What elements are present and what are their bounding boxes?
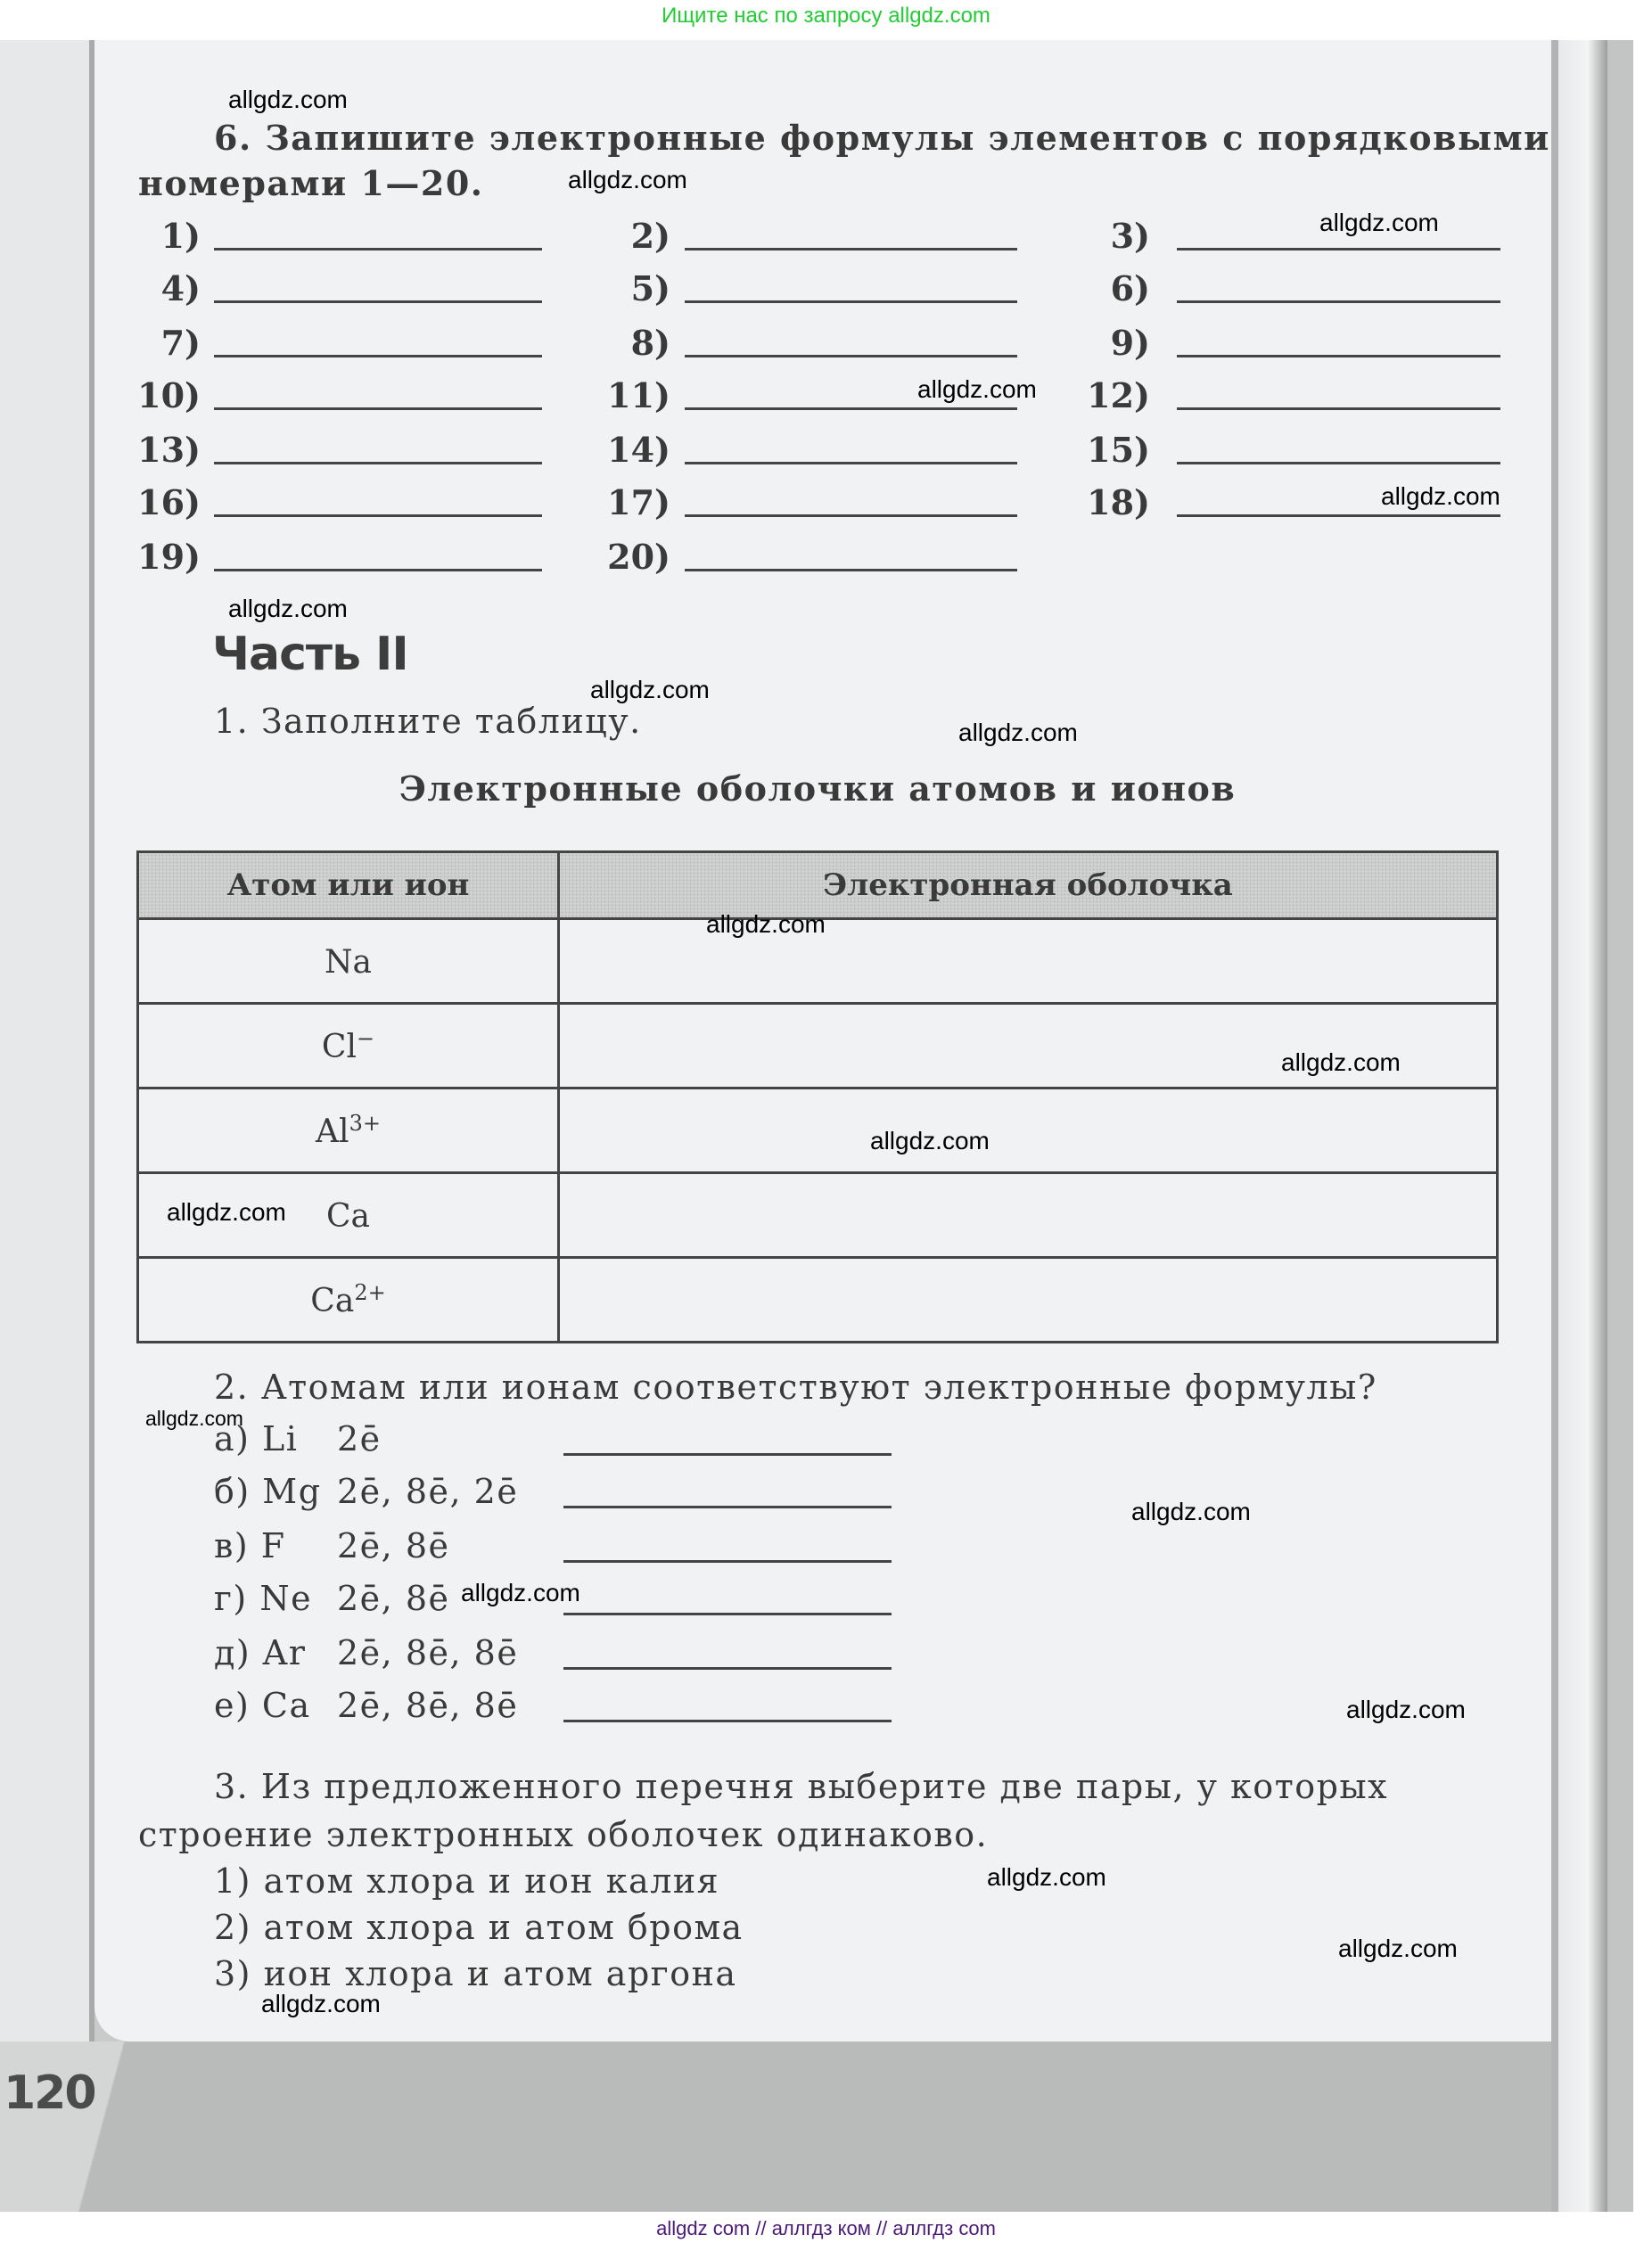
shell-answer-cell[interactable] xyxy=(559,919,1498,1004)
watermark: allgdz.com xyxy=(568,166,687,193)
answer-number-label: 19) xyxy=(137,537,201,577)
shell-answer-cell[interactable] xyxy=(559,1173,1498,1258)
table-header-row xyxy=(138,852,1498,919)
right-page-rule xyxy=(1551,40,1558,2212)
answer-blank-line[interactable] xyxy=(685,514,1017,517)
answer-number-label: 13) xyxy=(137,430,201,470)
answer-blank-line[interactable] xyxy=(214,300,542,303)
answer-number-label: 6) xyxy=(1110,268,1150,308)
species-charge: 3+ xyxy=(349,1111,381,1136)
watermark: allgdz.com xyxy=(1281,1048,1401,1076)
answer-blank-line[interactable] xyxy=(214,355,542,357)
electron-formula: 2ē xyxy=(337,1419,382,1458)
answer-blank-line[interactable] xyxy=(685,407,1017,410)
answer-blank-line[interactable] xyxy=(685,462,1017,464)
answer-number-label: 17) xyxy=(607,482,670,522)
answer-number-label: 8) xyxy=(630,323,670,363)
answer-blank-line[interactable] xyxy=(1177,300,1500,303)
watermark: allgdz.com xyxy=(987,1863,1106,1891)
answer-blank-line[interactable] xyxy=(214,407,542,410)
watermark: allgdz.com xyxy=(870,1127,990,1154)
task6-prompt-line1: 6. Запишите электронные формулы элементов с порядковыми xyxy=(214,118,1550,158)
answer-blank-line[interactable] xyxy=(685,248,1017,251)
species-charge: 2+ xyxy=(354,1280,386,1305)
answer-number-label: 3) xyxy=(1110,216,1150,256)
shell-answer-cell[interactable] xyxy=(559,1089,1498,1173)
species-label: г) Ne xyxy=(214,1579,313,1618)
search-banner[interactable]: Ищите нас по запросу allgdz.com xyxy=(662,4,990,28)
answer-blank-line[interactable] xyxy=(563,1506,892,1508)
species-symbol: Al xyxy=(316,1113,349,1150)
watermark: allgdz.com xyxy=(1338,1935,1458,1962)
table-row xyxy=(138,1089,1498,1173)
task3-prompt-line1: 3. Из предложенного перечня выберите две пары, у которых xyxy=(214,1767,1389,1806)
watermark: allgdz.com xyxy=(228,595,348,622)
task3-option-2[interactable]: 2) атом хлора и атом брома xyxy=(214,1908,744,1947)
answer-number-label: 7) xyxy=(160,323,201,363)
watermark: allgdz.com xyxy=(706,910,826,938)
header-electron-shell: Электронная оболочка xyxy=(559,852,1498,919)
answer-number-label: 5) xyxy=(630,268,670,308)
answer-blank-line[interactable] xyxy=(563,1667,892,1670)
answer-blank-line[interactable] xyxy=(214,462,542,464)
book-spine-edge xyxy=(1607,40,1633,2212)
species-symbol: Cl xyxy=(321,1029,357,1065)
answer-blank-line[interactable] xyxy=(685,300,1017,303)
watermark: allgdz.com xyxy=(1346,1696,1466,1723)
answer-number-label: 18) xyxy=(1087,482,1150,522)
watermark: allgdz.com xyxy=(958,719,1078,746)
answer-blank-line[interactable] xyxy=(214,514,542,517)
answer-blank-line[interactable] xyxy=(563,1453,892,1456)
book-spine xyxy=(1558,40,1607,2212)
answer-number-label: 15) xyxy=(1087,430,1150,470)
task2-prompt: 2. Атомам или ионам соответствуют электронные формулы? xyxy=(214,1368,1377,1407)
species-symbol: Na xyxy=(325,944,372,981)
watermark: allgdz.com xyxy=(1319,209,1439,236)
answer-blank-line[interactable] xyxy=(685,355,1017,357)
table-title: Электронные оболочки атомов и ионов xyxy=(399,768,1237,809)
task3-option-1[interactable]: 1) атом хлора и ион калия xyxy=(214,1861,720,1901)
watermark: allgdz.com xyxy=(590,676,710,703)
bottom-shade xyxy=(95,2042,1551,2212)
species-symbol: Ca xyxy=(325,1198,370,1235)
left-margin xyxy=(0,40,94,2042)
species-cell xyxy=(138,1004,559,1089)
species-cell xyxy=(138,919,559,1004)
answer-blank-line[interactable] xyxy=(563,1720,892,1722)
species-cell xyxy=(138,1089,559,1173)
table-row xyxy=(138,1173,1498,1258)
bottom-links-banner[interactable]: allgdz com // аллгдз ком // аллгдз com xyxy=(656,2217,996,2239)
species-label: а) Li xyxy=(214,1419,299,1458)
species-cell xyxy=(138,1258,559,1343)
answer-number-label: 10) xyxy=(137,375,201,415)
task1-prompt: 1. Заполните таблицу. xyxy=(214,702,642,741)
answer-blank-line[interactable] xyxy=(1177,407,1500,410)
answer-number-label: 16) xyxy=(137,482,201,522)
answer-blank-line[interactable] xyxy=(685,569,1017,571)
answer-blank-line[interactable] xyxy=(563,1560,892,1563)
task6-prompt-line2: номерами 1—20. xyxy=(138,163,484,203)
electron-formula: 2ē, 8ē, 8ē xyxy=(337,1686,519,1725)
answer-blank-line[interactable] xyxy=(563,1613,892,1615)
watermark: allgdz.com xyxy=(145,1407,243,1430)
species-label: д) Ar xyxy=(214,1633,307,1672)
species-label: б) Mg xyxy=(214,1472,322,1511)
page-number: 120 xyxy=(4,2066,95,2120)
watermark: allgdz.com xyxy=(261,1990,381,2017)
part2-heading: Часть II xyxy=(212,628,408,681)
electron-formula: 2ē, 8ē xyxy=(337,1579,450,1618)
answer-blank-line[interactable] xyxy=(1177,248,1500,251)
answer-number-label: 9) xyxy=(1110,323,1150,363)
answer-number-label: 20) xyxy=(607,537,670,577)
answer-blank-line[interactable] xyxy=(1177,514,1500,517)
watermark: allgdz.com xyxy=(167,1198,286,1226)
electron-formula: 2ē, 8ē, 8ē xyxy=(337,1633,519,1672)
watermark: allgdz.com xyxy=(228,86,348,113)
species-label: е) Ca xyxy=(214,1686,311,1725)
answer-number-label: 4) xyxy=(160,268,201,308)
species-label: в) F xyxy=(214,1526,286,1565)
species-symbol: Ca xyxy=(310,1283,355,1319)
species-charge: − xyxy=(356,1026,375,1051)
task3-option-3[interactable]: 3) ион хлора и атом аргона xyxy=(214,1954,737,1993)
task3-prompt-line2: строение электронных оболочек одинаково. xyxy=(138,1815,989,1854)
watermark: allgdz.com xyxy=(1381,482,1500,510)
answer-blank-line[interactable] xyxy=(1177,462,1500,464)
answer-blank-line[interactable] xyxy=(214,248,542,251)
watermark: allgdz.com xyxy=(1131,1498,1251,1525)
electron-formula: 2ē, 8ē, 2ē xyxy=(337,1472,519,1511)
electron-formula: 2ē, 8ē xyxy=(337,1526,450,1565)
answer-number-label: 14) xyxy=(607,430,670,470)
answer-blank-line[interactable] xyxy=(1177,355,1500,357)
answer-number-label: 11) xyxy=(607,375,670,415)
watermark: allgdz.com xyxy=(917,375,1037,403)
watermark: allgdz.com xyxy=(461,1579,580,1606)
answer-blank-line[interactable] xyxy=(214,569,542,571)
shell-answer-cell[interactable] xyxy=(559,1258,1498,1343)
table-row xyxy=(138,1258,1498,1343)
answer-number-label: 12) xyxy=(1087,375,1150,415)
answer-number-label: 1) xyxy=(160,216,201,256)
answer-number-label: 2) xyxy=(630,216,670,256)
header-atom-or-ion: Атом или ион xyxy=(138,852,559,919)
